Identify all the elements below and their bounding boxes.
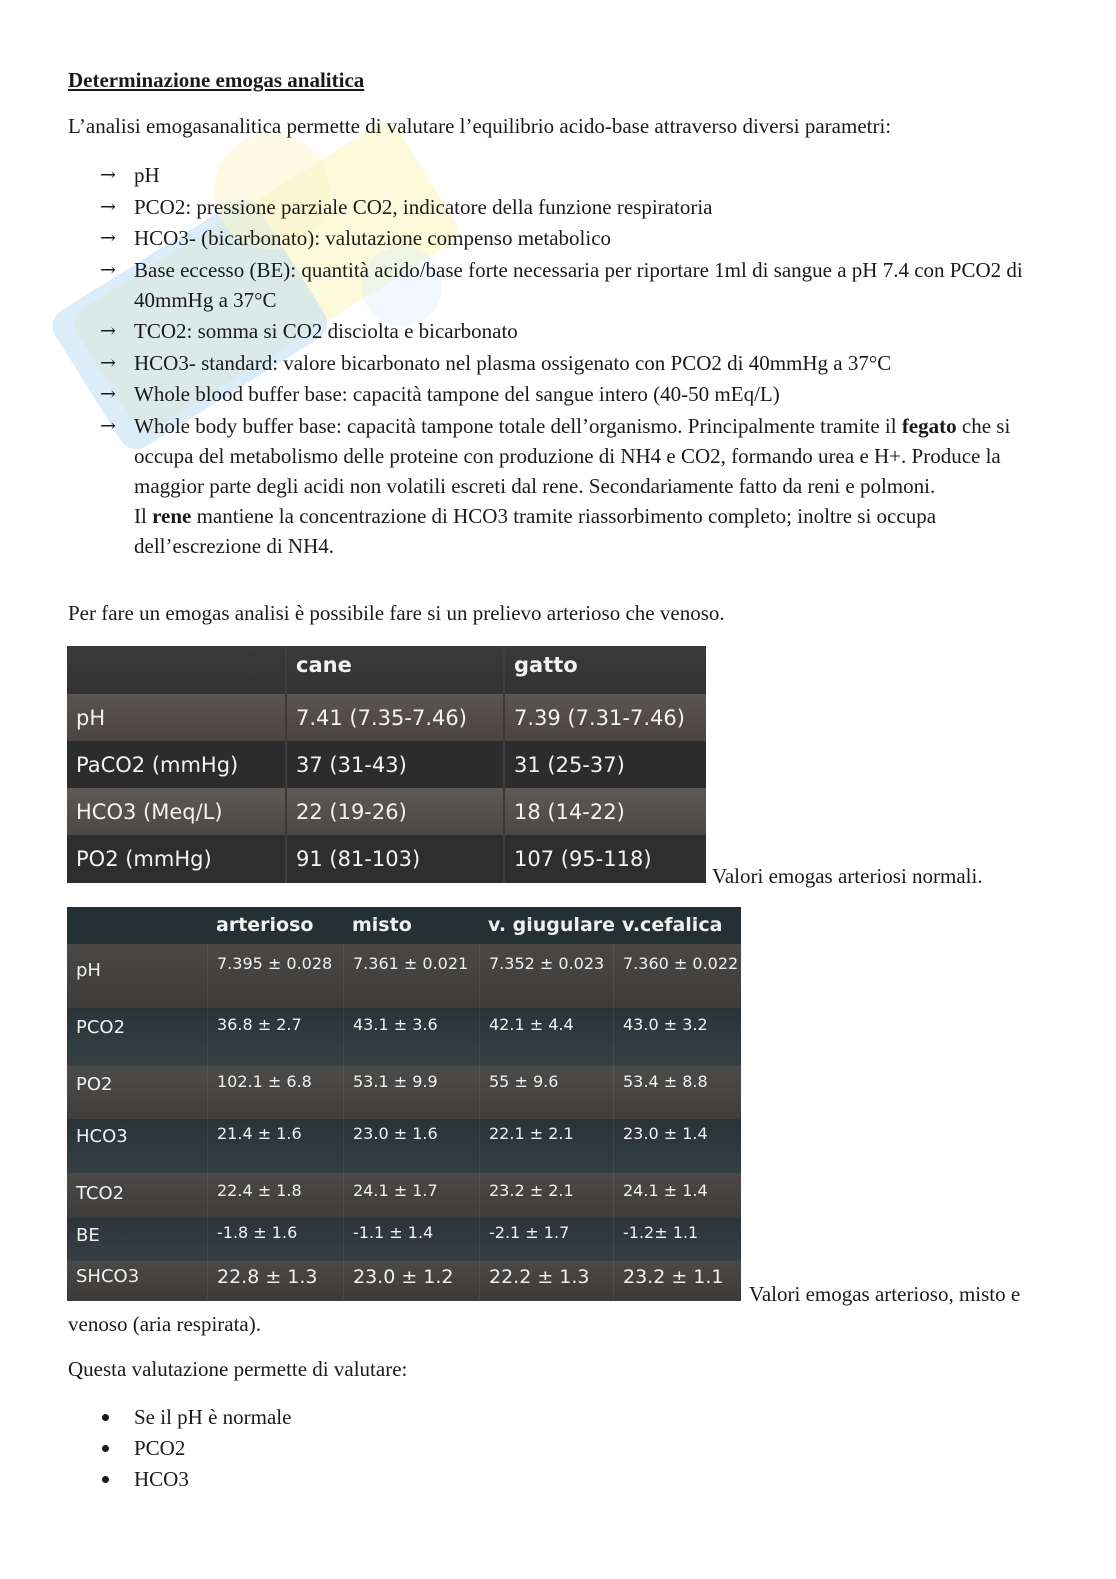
arrow-icon: → [100, 258, 116, 281]
arterial-mixed-venous-table [67, 907, 741, 1301]
arrow-icon: → [100, 383, 116, 405]
intro-paragraph: L’analisi emogasanalitica permette di valutare l’equilibrio acido-base attraverso diversi parametri: [68, 114, 892, 138]
header-cell: arterioso [216, 914, 314, 936]
list-item: → TCO2: somma si CO2 disciolta e bicarbonato [100, 316, 1040, 346]
arrow-icon: → [100, 227, 116, 249]
table-row: pH 7.41 (7.35-7.46) 7.39 (7.31-7.46) [67, 694, 706, 741]
table-row: pH 7.395 ± 0.028 7.361 ± 0.021 7.352 ± 0.023 7.360 ± 0.022 [67, 944, 741, 1008]
evaluation-list [100, 1402, 291, 1495]
sampling-sentence: Per fare un emogas analisi è possibile fare si un prelievo arterioso che venoso. [68, 601, 725, 625]
kidney-paragraph: Il rene mantiene la concentrazione di HCO3 tramite riassorbimento completo; inoltre si occupa dell’escrezione di NH4. [134, 503, 937, 558]
arterial-values-table [67, 646, 706, 883]
bullet-icon [102, 1445, 109, 1452]
header-cell: v.cefalica [622, 914, 723, 936]
header-cell: gatto [503, 646, 706, 694]
parameters-list [100, 160, 1040, 562]
header-cell: misto [352, 914, 412, 936]
list-item: → PCO2: pressione parziale CO2, indicatore della funzione respiratoria [100, 192, 1040, 222]
table1-caption: Valori emogas arteriosi normali. [712, 864, 983, 888]
header-cell: v. giugulare [488, 914, 616, 936]
list-item: → pH [100, 160, 1040, 190]
bold-term-fegato: fegato [901, 413, 957, 438]
table2-caption: Valori emogas arterioso, misto e [749, 1282, 1021, 1306]
evaluation-question: Questa valutazione permette di valutare: [68, 1357, 408, 1381]
table-row: SHCO3 22.8 ± 1.3 23.0 ± 1.2 22.2 ± 1.3 23.2 ± 1.1 [67, 1261, 741, 1301]
table-row: TCO2 22.4 ± 1.8 24.1 ± 1.7 23.2 ± 2.1 24.1 ± 1.4 [67, 1173, 741, 1218]
table-row: PO2 (mmHg) 91 (81-103) 107 (95-118) [67, 835, 706, 883]
list-item: → Base eccesso (BE): quantità acido/base forte necessaria per riportare 1ml di sangue a pH 7.4 con PCO2 di 40mmHg a 37°C [100, 255, 1040, 315]
list-item: HCO3 [100, 1464, 291, 1495]
arrow-icon: → [100, 414, 116, 437]
table-row: PaCO2 (mmHg) 37 (31-43) 31 (25-37) [67, 741, 706, 788]
header-cell [67, 907, 207, 944]
table-row: PO2 102.1 ± 6.8 53.1 ± 9.9 55 ± 9.6 53.4 ± 8.8 [67, 1066, 741, 1119]
table-row: HCO3 (Meq/L) 22 (19-26) 18 (14-22) [67, 788, 706, 835]
arrow-icon: → [100, 351, 116, 374]
bullet-icon [102, 1414, 109, 1421]
table2-caption-continued: venoso (aria respirata). [68, 1312, 261, 1336]
table-row: PCO2 36.8 ± 2.7 43.1 ± 3.6 42.1 ± 4.4 43.0 ± 3.2 [67, 1008, 741, 1066]
table-row: HCO3 21.4 ± 1.6 23.0 ± 1.6 22.1 ± 2.1 23.0 ± 1.4 [67, 1119, 741, 1173]
arrow-icon: → [100, 195, 116, 218]
header-cell [67, 646, 285, 694]
table-header-row [67, 646, 706, 695]
list-item: → HCO3- (bicarbonato): valutazione compenso metabolico [100, 223, 1040, 253]
bold-term-rene: rene [152, 503, 192, 528]
table-header-row [67, 907, 741, 944]
arrow-icon: → [100, 320, 116, 342]
list-item-body-buffer [100, 411, 1040, 561]
bullet-icon [102, 1476, 109, 1483]
document-title: Determinazione emogas analitica [68, 68, 365, 92]
table-row: BE -1.8 ± 1.6 -1.1 ± 1.4 -2.1 ± 1.7 -1.2± 1.1 [67, 1218, 741, 1261]
arrow-icon: → [100, 164, 116, 186]
list-item: Se il pH è normale [100, 1402, 291, 1433]
body-buffer-paragraph: Whole body buffer base: capacità tampone totale dell’organismo. Principalmente tramite il fegato che si occupa del metabolismo delle proteine con produzione di NH4 e CO2, formando urea e H+. Produce la maggior parte degli acidi non volatili escreti dal rene. Secondariamente fatto da reni e polmoni. [134, 413, 1011, 498]
list-item: PCO2 [100, 1433, 291, 1464]
list-item: → HCO3- standard: valore bicarbonato nel plasma ossigenato con PCO2 di 40mmHg a 37°C [100, 348, 1040, 378]
list-item: → Whole blood buffer base: capacità tampone del sangue intero (40-50 mEq/L) [100, 379, 1040, 409]
header-cell: cane [285, 646, 503, 694]
